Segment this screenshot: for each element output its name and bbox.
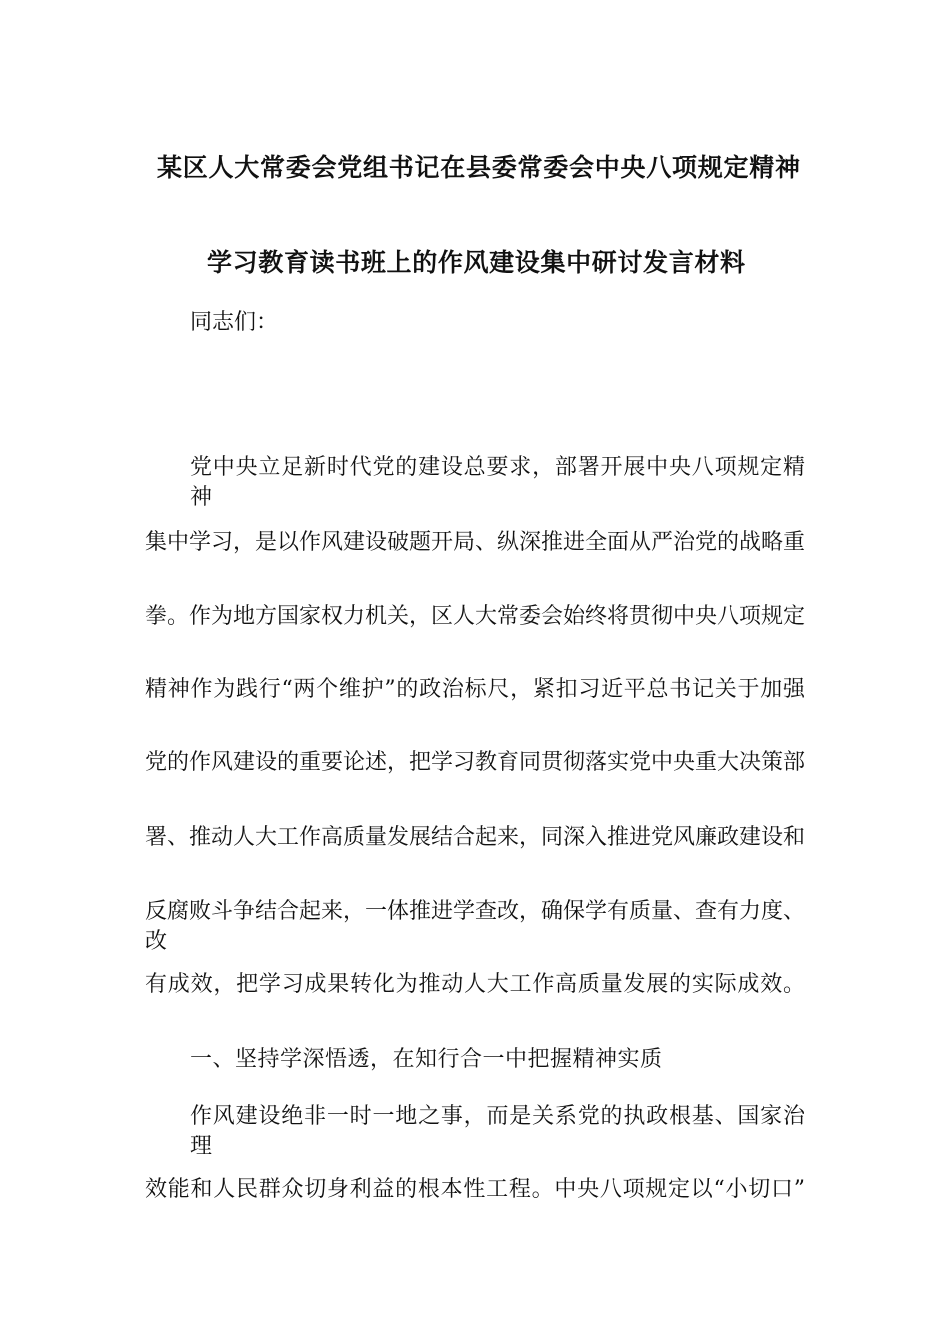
paragraph-line: 效能和人民群众切身利益的根本性工程。中央八项规定以“小切口” [145,1177,805,1202]
paragraph-line: 作风建设绝非一时一地之事，而是关系党的执政根基、国家治理 [190,1104,805,1159]
paragraph-line: 有成效，把学习成果转化为推动人大工作高质量发展的实际成效。 [145,972,805,997]
paragraph-line: 集中学习，是以作风建设破题开局、纵深推进全面从严治党的战略重 [145,530,806,555]
document-title-line-1: 某区人大常委会党组书记在县委常委会中央八项规定精神 [157,153,800,182]
paragraph-line: 署、推动人大工作高质量发展结合起来，同深入推进党风廉政建设和 [145,825,806,850]
paragraph-line: 党的作风建设的重要论述，把学习教育同贯彻落实党中央重大决策部 [145,750,806,775]
paragraph-line: 反腐败斗争结合起来，一体推进学查改，确保学有质量、查有力度、改 [145,899,806,954]
section-heading: 一、坚持学深悟透，在知行合一中把握精神实质 [190,1047,662,1072]
paragraph-line: 拳。作为地方国家权力机关，区人大常委会始终将贯彻中央八项规定 [145,604,806,629]
salutation: 同志们： [190,310,279,335]
document-title-line-2: 学习教育读书班上的作风建设集中研讨发言材料 [207,248,745,277]
paragraph-line: 党中央立足新时代党的建设总要求，部署开展中央八项规定精神 [190,455,805,510]
paragraph-line: 精神作为践行“两个维护”的政治标尺，紧扣习近平总书记关于加强 [145,677,805,702]
